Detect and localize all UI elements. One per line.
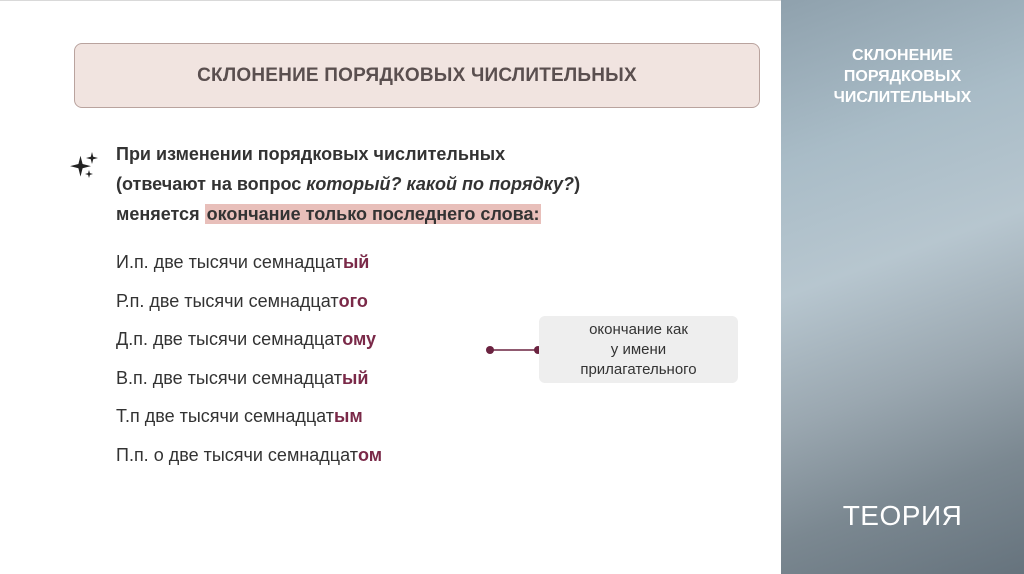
case-ending: ого (338, 290, 368, 311)
declension-list (116, 247, 382, 479)
dot-line-connector-icon (484, 343, 544, 357)
sparkle-icon (68, 150, 102, 184)
rule-line-2-close: ) (574, 174, 581, 194)
rule-line-2-open: (отвечают на вопрос (116, 174, 307, 194)
case-row-dative (116, 324, 382, 363)
case-ending: ым (334, 406, 363, 427)
case-row-accusative (116, 363, 382, 402)
case-row-genitive (116, 286, 382, 325)
rule-line-3-prefix: меняется (116, 204, 205, 224)
rule-line-2 (116, 169, 676, 199)
rule-line-3 (116, 199, 676, 229)
case-row-prepositional (116, 440, 382, 479)
case-ending: ом (357, 444, 383, 465)
rule-question: который? какой по порядку? (306, 174, 575, 194)
case-stem: П.п. о две тысячи семнадцат (116, 444, 358, 465)
side-panel-footer: ТЕОРИЯ (842, 500, 963, 531)
case-stem: Д.п. две тысячи семнадцат (116, 329, 343, 350)
case-ending: ый (342, 367, 369, 388)
case-row-nominative (116, 247, 382, 286)
rule-text (116, 139, 676, 229)
case-stem: Р.п. две тысячи семнадцат (116, 290, 339, 311)
note-callout: окончание как у имени прилагательного (539, 316, 738, 383)
case-ending: ый (342, 252, 370, 272)
rule-highlight: окончание только последнего слова: (206, 204, 540, 224)
page-title: СКЛОНЕНИЕ ПОРЯДКОВЫХ ЧИСЛИТЕЛЬНЫХ (197, 64, 637, 86)
rule-line-1: При изменении порядковых числительных (116, 144, 506, 164)
side-panel (781, 0, 1024, 574)
case-stem: И.п. две тысячи семнадцат (116, 252, 343, 272)
case-row-instrumental (116, 401, 382, 440)
case-ending: ому (342, 329, 377, 350)
case-stem: В.п. две тысячи семнадцат (116, 367, 343, 388)
case-stem: Т.п две тысячи семнадцат (116, 406, 334, 427)
side-panel-title: СКЛОНЕНИЕ ПОРЯДКОВЫХ ЧИСЛИТЕЛЬНЫХ (833, 47, 972, 106)
title-banner (74, 43, 760, 108)
